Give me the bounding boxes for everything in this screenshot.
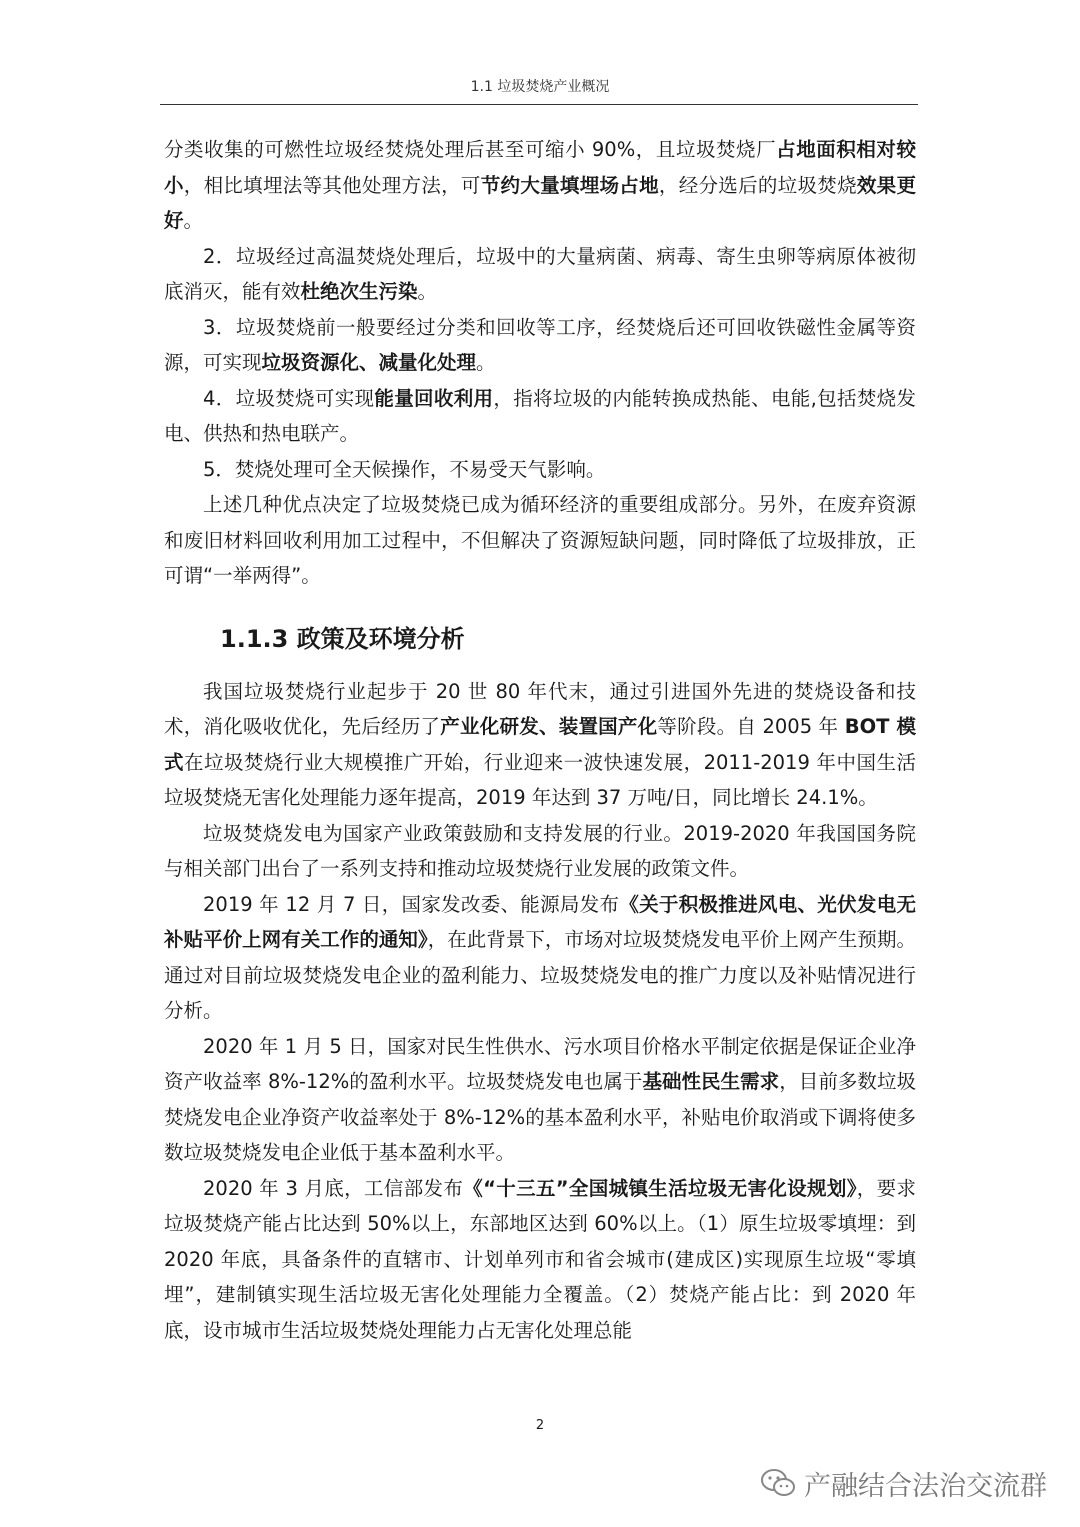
bold-text: 《“十三五”全国城镇生活垃圾无害化设规划》: [463, 1176, 857, 1200]
page-header-title: 1.1 垃圾焚烧产业概况: [470, 79, 610, 95]
paragraph: [164, 310, 916, 381]
text-run: 2．垃圾经过高温焚烧处理后，垃圾中的大量病菌、病毒、寄生虫卵等病原体被彻底消灭，能有效: [164, 244, 916, 303]
paragraph: [164, 1029, 916, 1171]
bold-text: BOT 模式: [164, 715, 916, 774]
text-run: 垃圾焚烧发电为国家产业政策鼓励和支持发展的行业。2019-2020 年我国国务院与相关部门出台了一系列支持和推动垃圾焚烧行业发展的政策文件。: [164, 821, 916, 880]
document-body: [164, 132, 916, 1348]
text-run: 5．焚烧处理可全天候操作，不易受天气影响。: [203, 457, 606, 481]
watermark-text: 产融结合法治交流群: [804, 1470, 1047, 1502]
paragraph: [164, 816, 916, 887]
text-run: 。: [417, 280, 438, 303]
text-run: 。: [183, 209, 204, 232]
text-run: 我国垃圾焚烧行业起步于 20 世 80 年代末，通过引进国外先进的焚烧设备和技术，消化吸收优化，先后经历了: [164, 679, 916, 738]
text-run: ，目前多数垃圾焚烧发电企业净资产收益率处于 8%-12%的基本盈利水平，补贴电价取消或下调将使多数垃圾焚烧发电企业低于基本盈利水平。: [164, 1070, 916, 1164]
header-rule: [160, 104, 918, 105]
text-run: 2020 年 3 月底，工信部发布: [203, 1176, 464, 1200]
paragraph: [164, 487, 916, 594]
section-heading: [220, 622, 916, 656]
bold-text: 杜绝次生污染: [300, 280, 418, 303]
paragraph: [164, 887, 916, 1029]
text-run: ，相比填埋法等其他处理方法，可: [183, 173, 481, 197]
bold-text: 《关于积极推进风电、光伏发电无补贴平价上网有关工作的通知》: [164, 892, 916, 951]
bold-text: 效果更好: [164, 173, 916, 232]
wechat-icon: [760, 1467, 796, 1499]
paragraph: [164, 132, 916, 239]
text-run: 上述几种优点决定了垃圾焚烧已成为循环经济的重要组成部分。另外，在废弃资源和废旧材料回收利用加工过程中，不但解决了资源短缺问题，同时降低了垃圾排放，正可谓“一举两得”。: [164, 493, 916, 587]
text-run: 2020 年 1 月 5 日，国家对民生性供水、污水项目价格水平制定依据是保证企业净资产收益率 8%-12%的盈利水平。垃圾焚烧发电也属于: [164, 1034, 916, 1093]
text-run: 1.1.3 政策及环境分析: [220, 624, 465, 653]
text-run: 分类收集的可燃性垃圾经焚烧处理后甚至可缩小 90%，且垃圾焚烧厂: [164, 138, 777, 161]
page-number: 2: [535, 1418, 545, 1433]
paragraph: [164, 452, 916, 488]
text-run: 3．垃圾焚烧前一般要经过分类和回收等工序，经焚烧后还可回收铁磁性金属等资源，可实现: [164, 315, 916, 374]
bold-text: 占地面积相对较小: [164, 138, 916, 197]
paragraph: [164, 674, 916, 816]
text-run: 。: [476, 351, 496, 374]
text-run: ，要求垃圾焚烧产能占比达到 50%以上，东部地区达到 60%以上。（1）原生垃圾零填埋：到 2020 年底，具备条件的直辖市、计划单列市和省会城市(建成区)实现原生垃圾“零填埋”，建制镇实现生活垃圾无害化处理能力全覆盖。（2）焚烧产能占比：到 2020 年底，设市城市生活垃圾焚烧处理能力占无害化处理总能: [164, 1176, 916, 1342]
paragraph: [164, 381, 916, 452]
bold-text: 节约大量填埋场占地: [480, 173, 659, 197]
text-run: 4．垃圾焚烧可实现: [203, 386, 375, 410]
bold-text: 能量回收利用: [374, 386, 494, 410]
bold-text: 基础性民生需求: [642, 1070, 780, 1093]
text-run: ，经分选后的垃圾焚烧: [658, 173, 857, 197]
bold-text: 产业化研发、装置国产化: [440, 715, 658, 738]
paragraph: [164, 1171, 916, 1349]
paragraph: [164, 239, 916, 310]
text-run: 在垃圾焚烧行业大规模推广开始，行业迎来一波快速发展，2011-2019 年中国生活垃圾焚烧无害化处理能力逐年提高，2019 年达到 37 万吨/日，同比增长 24.1%。: [164, 750, 916, 809]
watermark: [760, 1463, 1070, 1503]
text-run: 2019 年 12 月 7 日，国家发改委、能源局发布: [203, 892, 620, 916]
text-run: ，指将垃圾的内能转换成热能、电能,包括焚烧发电、供热和热电联产。: [164, 386, 916, 445]
text-run: ，在此背景下，市场对垃圾焚烧发电平价上网产生预期。通过对目前垃圾焚烧发电企业的盈利能力、垃圾焚烧发电的推广力度以及补贴情况进行分析。: [164, 928, 916, 1022]
text-run: 等阶段。自 2005 年: [657, 715, 845, 738]
bold-text: 垃圾资源化、减量化处理: [261, 351, 477, 374]
